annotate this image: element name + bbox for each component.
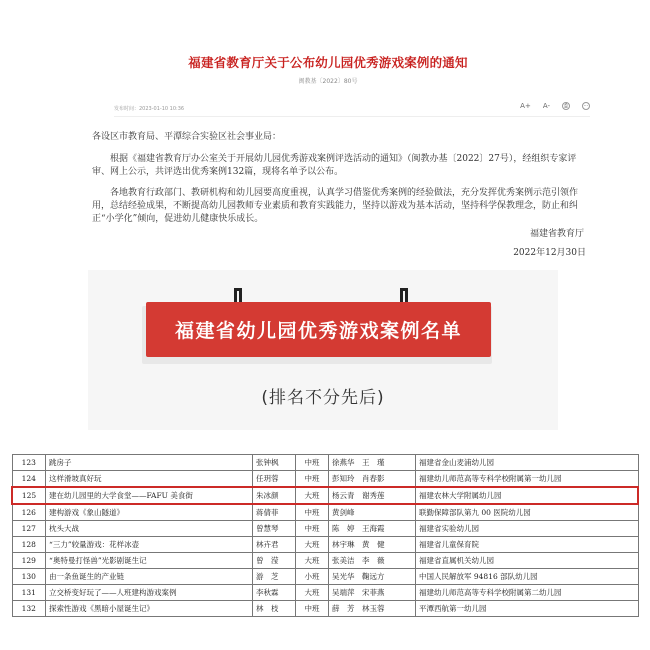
publish-time: 发布时间：2023-01-10 10:36 [114, 106, 185, 112]
case-name: 探索性游戏《黑暗小屋诞生记》 [46, 601, 253, 617]
school-name: 福建幼儿师范高等专科学校附属第二幼儿园 [416, 585, 639, 601]
banner-subtitle: (排名不分先后) [261, 388, 385, 408]
team-members: 黄剑峰 [329, 504, 416, 521]
banner-title: 福建省幼儿园优秀游戏案例名单 [174, 320, 462, 342]
case-name: 建构游戏《象山隧道》 [46, 504, 253, 521]
case-name: 跳房子 [46, 455, 253, 471]
team-members: 林宇琳 黄 健 [329, 537, 416, 553]
notice-title: 福建省教育厅关于公布幼儿园优秀游戏案例的通知 [188, 55, 468, 70]
table-row [12, 585, 638, 601]
teacher-name: 朱冰颜 [253, 487, 296, 504]
print-icon[interactable]: ⎙ [563, 103, 568, 109]
table-row [12, 471, 638, 488]
row-number: 125 [12, 487, 46, 504]
school-name: 福建省实验幼儿园 [416, 521, 639, 537]
team-members: 薛 芳 林玉蓉 [329, 601, 416, 617]
team-members: 杨云青 谢秀莲 [329, 487, 416, 504]
school-name: 福建省儿童保育院 [416, 537, 639, 553]
case-name: 立交桥变好玩了——人班建构游戏案例 [46, 585, 253, 601]
table-row [12, 537, 638, 553]
class-level: 小班 [296, 569, 329, 585]
class-level: 中班 [296, 521, 329, 537]
class-level: 大班 [296, 553, 329, 569]
class-level: 中班 [296, 455, 329, 471]
class-level: 大班 [296, 585, 329, 601]
row-number: 129 [12, 553, 46, 569]
notice-body [92, 131, 592, 260]
team-members: 吴端萍 宋菲燕 [329, 585, 416, 601]
team-members: 陈 婷 王海霞 [329, 521, 416, 537]
case-list-table [11, 454, 639, 617]
row-number: 132 [12, 601, 46, 617]
school-name: 福建省直属机关幼儿园 [416, 553, 639, 569]
school-name: 福建农林大学附属幼儿园 [416, 487, 639, 504]
case-name: 由一条鱼诞生的产业链 [46, 569, 253, 585]
notice-article [58, 28, 598, 270]
paragraph-2: 各地教育行政部门、教研机构和幼儿园要高度重视，认真学习借鉴优秀案例的经验做法，充分发挥优秀案例示范引领作用，总结经验成果，不断提高幼儿园教师专业素质和教育实践能力，坚持以游戏为基本活动，坚持科学保教理念，防止和纠正“小学化”倾向，促进幼儿健康快乐成长。 [92, 188, 579, 224]
row-number: 126 [12, 504, 46, 521]
font-decrease-button[interactable]: A- [542, 102, 550, 110]
case-name: “奥特曼打怪兽”光影剧诞生记 [46, 553, 253, 569]
school-name: 平潭西航第一幼儿园 [416, 601, 639, 617]
font-increase-button[interactable]: A+ [520, 102, 531, 110]
class-level: 中班 [296, 504, 329, 521]
table-row-highlighted [12, 487, 638, 504]
team-members: 吴光华 鞠远方 [329, 569, 416, 585]
banner-plate [146, 302, 491, 357]
teacher-name: 林 枝 [253, 601, 296, 617]
document-number: 闽教基〔2022〕80号 [298, 78, 358, 85]
teacher-name: 李秋霖 [253, 585, 296, 601]
school-name: 联勤保障部队第九 00 医院幼儿园 [416, 504, 639, 521]
table-row [12, 553, 638, 569]
class-level: 中班 [296, 471, 329, 488]
class-level: 大班 [296, 487, 329, 504]
row-number: 127 [12, 521, 46, 537]
article-meta-bar [114, 102, 590, 117]
team-members: 徐燕华 王 瑾 [329, 455, 416, 471]
row-number: 130 [12, 569, 46, 585]
table-row [12, 504, 638, 521]
class-level: 大班 [296, 537, 329, 553]
share-icon[interactable]: ⋯ [583, 103, 589, 109]
salutation: 各设区市教育局、平潭综合实验区社会事业局： [92, 132, 282, 142]
teacher-name: 林卉君 [253, 537, 296, 553]
teacher-name: 张钟枫 [253, 455, 296, 471]
signature: 福建省教育厅 [529, 229, 584, 239]
teacher-name: 游 芝 [253, 569, 296, 585]
row-number: 131 [12, 585, 46, 601]
teacher-name: 蒋倩菲 [253, 504, 296, 521]
case-name: “三力”较量游戏：花样冰壶 [46, 537, 253, 553]
teacher-name: 曾慧琴 [253, 521, 296, 537]
class-level: 中班 [296, 601, 329, 617]
table-row [12, 521, 638, 537]
teacher-name: 任玥蓉 [253, 471, 296, 488]
paragraph-1: 根据《福建省教育厅办公室关于开展幼儿园优秀游戏案例评选活动的通知》（闽教办基〔2022〕27号），经组织专家评审、网上公示，共评选出优秀案例132篇，现将名单予以公布。 [92, 154, 577, 177]
article-tools [520, 102, 590, 110]
case-name: 这样滑坡真好玩 [46, 471, 253, 488]
list-banner [88, 270, 558, 430]
school-name: 福建幼儿师范高等专科学校附属第一幼儿园 [416, 471, 639, 488]
case-name: 枕头大战 [46, 521, 253, 537]
case-name: 建在幼儿园里的大学食堂——FAFU 美食街 [46, 487, 253, 504]
row-number: 128 [12, 537, 46, 553]
table-row [12, 569, 638, 585]
team-members: 张美洁 李 薇 [329, 553, 416, 569]
row-number: 123 [12, 455, 46, 471]
table-row [12, 601, 638, 617]
school-name: 福建省金山麦浦幼儿园 [416, 455, 639, 471]
teacher-name: 曾 滢 [253, 553, 296, 569]
row-number: 124 [12, 471, 46, 488]
table-row [12, 455, 638, 471]
team-members: 彭知玲 肖春影 [329, 471, 416, 488]
signature-date: 2022年12月30日 [513, 248, 586, 258]
school-name: 中国人民解放军 94816 部队幼儿园 [416, 569, 639, 585]
